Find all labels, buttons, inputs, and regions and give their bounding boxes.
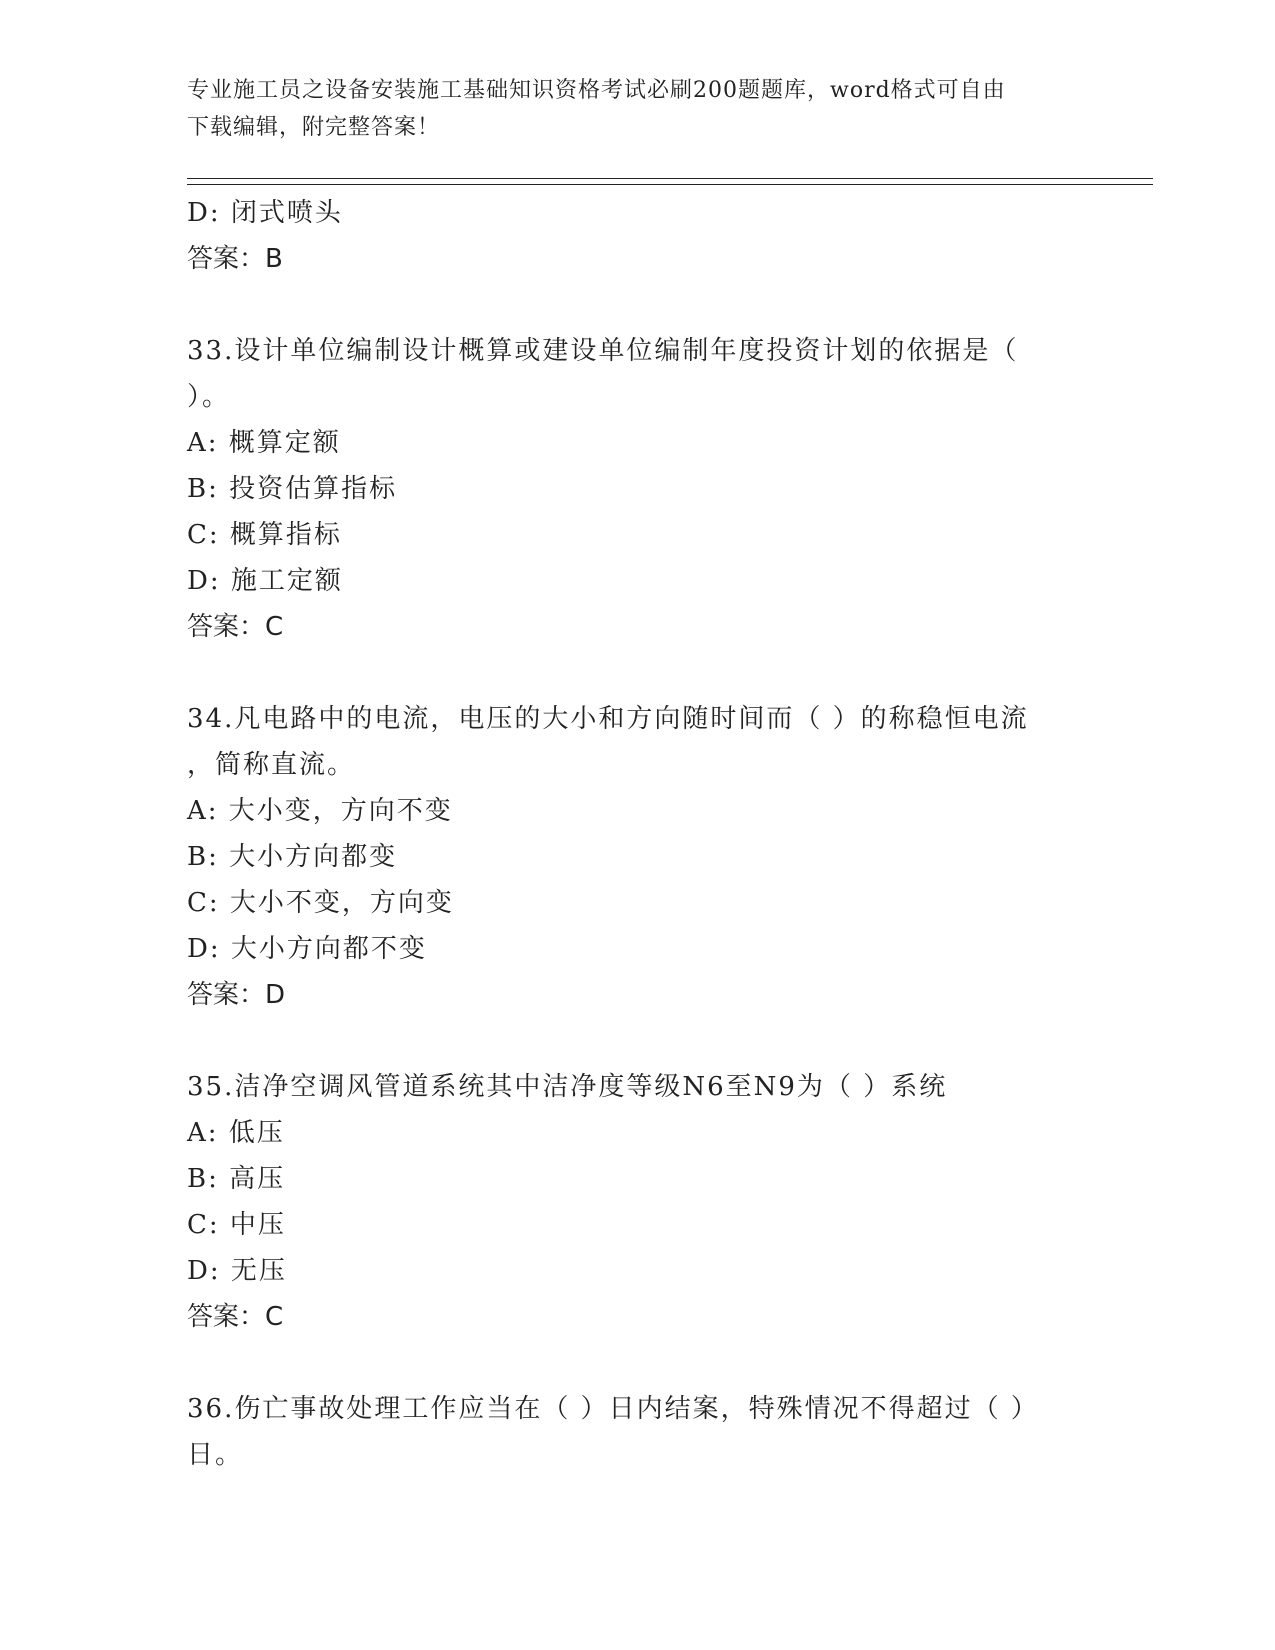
header-divider-bottom bbox=[187, 184, 1153, 185]
question-stem: ，简称直流。 bbox=[187, 750, 356, 780]
question-stem: 33.设计单位编制设计概算或建设单位编制年度投资计划的依据是（ bbox=[187, 336, 1019, 366]
spacer bbox=[187, 1340, 1087, 1386]
option-b: B: 投资估算指标 bbox=[187, 474, 398, 504]
header-line-1: 专业施工员之设备安装施工基础知识资格考试必刷200题题库，word格式可自由 bbox=[187, 78, 1006, 103]
question-stem: 34.凡电路中的电流，电压的大小和方向随时间而（ ）的称稳恒电流 bbox=[187, 704, 1029, 734]
question-stem: ）。 bbox=[187, 382, 231, 412]
answer: 答案：B bbox=[187, 244, 283, 274]
option-d: D: 大小方向都不变 bbox=[187, 934, 427, 964]
option-c: C: 中压 bbox=[187, 1210, 286, 1240]
option-d: D: 无压 bbox=[187, 1256, 287, 1286]
header-line-2: 下载编辑，附完整答案！ bbox=[187, 115, 441, 140]
spacer bbox=[187, 1018, 1087, 1064]
spacer bbox=[187, 282, 1087, 328]
option-d: D: 闭式喷头 bbox=[187, 198, 343, 228]
option-c: C: 概算指标 bbox=[187, 520, 342, 550]
question-list bbox=[187, 190, 1087, 1478]
header-divider-top bbox=[187, 178, 1153, 179]
answer: 答案：D bbox=[187, 980, 286, 1010]
question-stem: 35.洁净空调风管道系统其中洁净度等级N6至N9为（ ）系统 bbox=[187, 1072, 948, 1102]
option-a: A: 低压 bbox=[187, 1118, 285, 1148]
option-b: B: 高压 bbox=[187, 1164, 286, 1194]
option-d: D: 施工定额 bbox=[187, 566, 343, 596]
option-a: A: 大小变，方向不变 bbox=[187, 796, 453, 826]
option-a: A: 概算定额 bbox=[187, 428, 341, 458]
question-stem: 36.伤亡事故处理工作应当在（ ）日内结案，特殊情况不得超过（ ） bbox=[187, 1394, 1039, 1424]
option-c: C: 大小不变，方向变 bbox=[187, 888, 454, 918]
document-header bbox=[187, 72, 1067, 146]
answer: 答案：C bbox=[187, 1302, 284, 1332]
spacer bbox=[187, 650, 1087, 696]
question-stem: 日。 bbox=[187, 1440, 244, 1470]
answer: 答案：C bbox=[187, 612, 284, 642]
option-b: B: 大小方向都变 bbox=[187, 842, 398, 872]
